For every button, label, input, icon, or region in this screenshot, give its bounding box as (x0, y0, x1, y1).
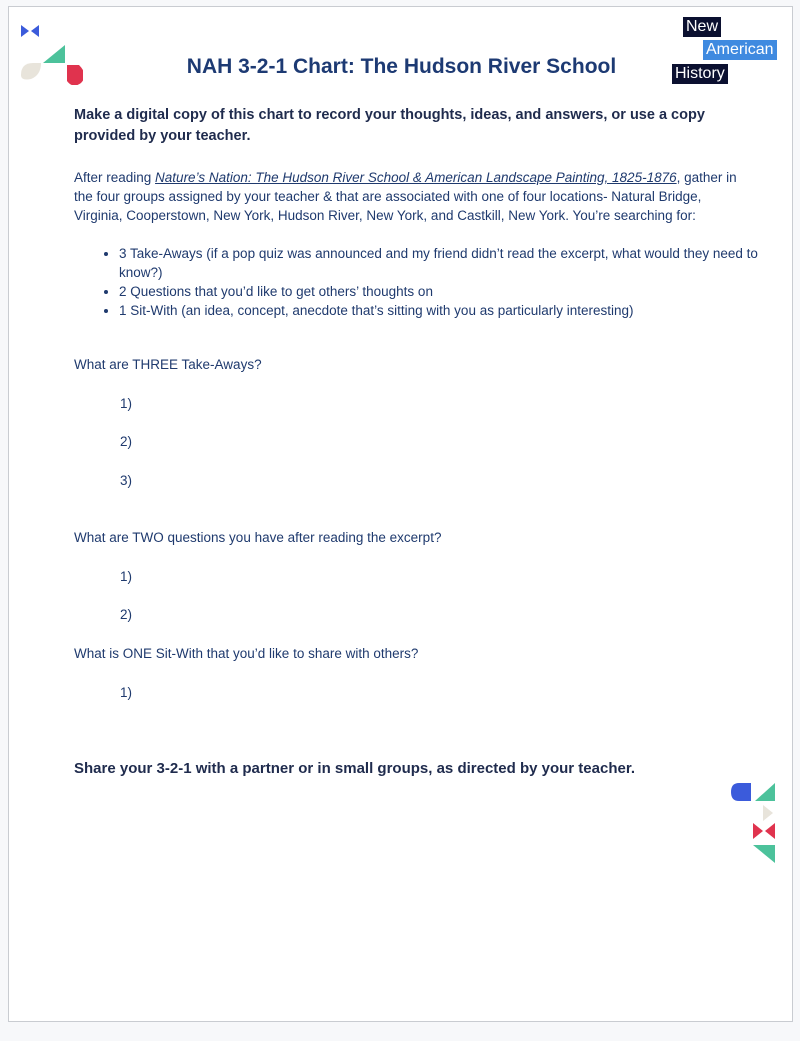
answer-line[interactable]: 1) (120, 396, 133, 411)
instructions-bold: Make a digital copy of this chart to record your thoughts, ideas, and answers, or use a copy provided by your teacher. (74, 107, 705, 144)
answer-line[interactable]: 1) (120, 685, 133, 700)
document-page (8, 6, 793, 1022)
question-three-takeaways: What are THREE Take-Aways? (74, 357, 262, 372)
question-two-questions: What are TWO questions you have after reading the excerpt? (74, 530, 442, 545)
para-prefix: After reading (74, 170, 156, 185)
search-criteria-list (74, 244, 789, 320)
answer-line[interactable]: 1) (120, 569, 133, 584)
brand-shapes-decoration-icon (729, 783, 781, 865)
closing-instruction: Share your 3-2-1 with a partner or in small groups, as directed by your teacher. (74, 760, 636, 777)
page-title: NAH 3-2-1 Chart: The Hudson River School (186, 55, 617, 78)
answer-line[interactable]: 2) (120, 607, 133, 622)
question-one-sit-with: What is ONE Sit-With that you’d like to share with others? (74, 646, 419, 661)
reading-link[interactable]: Nature’s Nation: The Hudson River School & American Landscape Painting, 1825-1876 (155, 170, 677, 185)
para-suffix: , gather in the four groups assigned by your teacher & that are associated with one of four locations- Natural Bridge, Virginia, Cooperstown, New York, Hudson River, New York, and Castkill, New York. You’re searching for: (74, 170, 737, 223)
answer-line[interactable]: 2) (120, 434, 133, 449)
list-item: • 2 Questions that you’d like to get others’ thoughts on (119, 282, 789, 301)
brand-line-history: History (672, 64, 728, 84)
instructions-paragraph (74, 168, 744, 225)
list-item: • 1 Sit-With (an idea, concept, anecdote that’s sitting with you as particularly interesting) (119, 301, 789, 320)
list-item: • 3 Take-Aways (if a pop quiz was announced and my friend didn’t read the excerpt, what would they need to know?) (119, 244, 789, 282)
answer-line[interactable]: 3) (120, 473, 133, 488)
brand-line-american: American (703, 40, 777, 60)
brand-line-new: New (683, 17, 721, 37)
